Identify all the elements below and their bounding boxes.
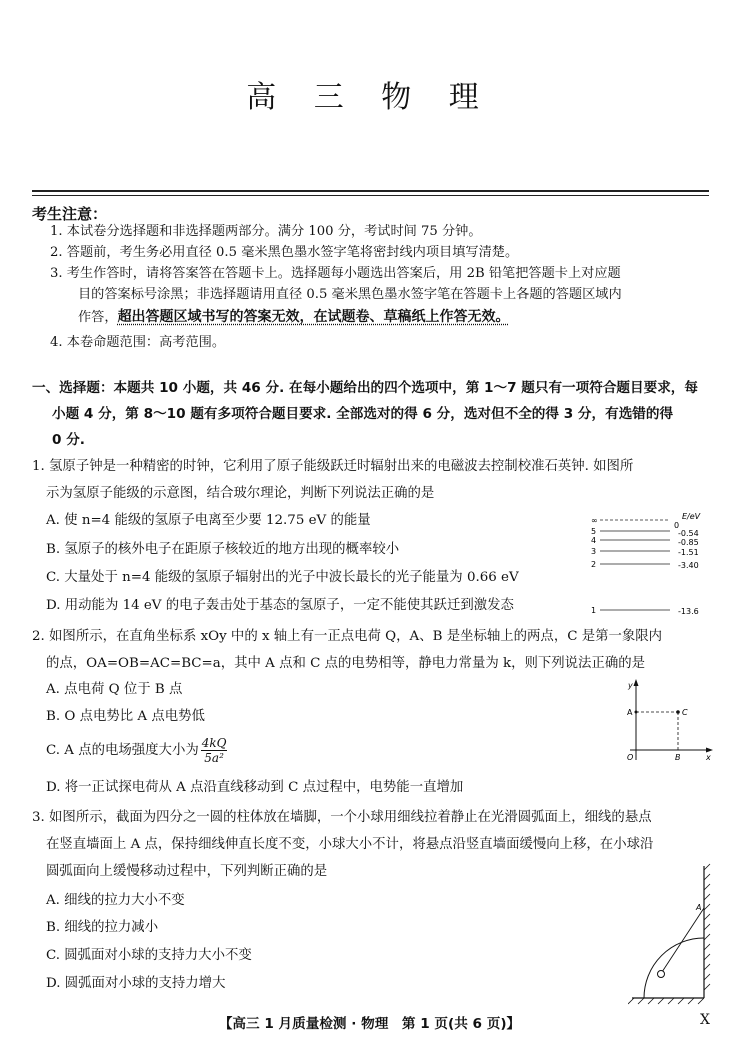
point-a-label: A (627, 708, 633, 717)
notice-item-4: 4. 本卷命题范围：高考范围。 (50, 335, 226, 350)
q2-fraction (201, 736, 228, 765)
header-rule-thin (32, 195, 709, 196)
q2-fraction-num: 4kQ (201, 736, 227, 750)
q1-stem-1: 1. 氢原子钟是一种精密的时钟，它利用了原子能级跃迁时辐射出来的电磁波去控制校准石英钟. 如图所 (32, 459, 634, 474)
q2-stem-1: 2. 如图所示，在直角坐标系 xOy 中的 x 轴上有一正点电荷 Q，A、B 是坐标轴上的两点，C 是第一象限内 (32, 629, 663, 644)
q2-option-d: D. 将一正试探电荷从 A 点沿直线移动到 C 点过程中，电势能一直增加 (46, 780, 464, 795)
q3-stem-3: 圆弧面向上缓慢移动过程中，下列判断正确的是 (46, 864, 328, 879)
energy-unit-label: E/eV (682, 512, 701, 521)
level-e-inf: 0 (674, 521, 680, 530)
x-axis-label: x (706, 753, 711, 762)
notice-item-1: 1. 本试卷分选择题和非选择题两部分。满分 100 分，考试时间 75 分钟。 (50, 224, 482, 239)
q3-option-a: A. 细线的拉力大小不变 (46, 893, 185, 908)
q2-stem-2: 的点，OA=OB=AC=BC=a，其中 A 点和 C 点的电势相等，静电力常量为 k，则下列说法正确的是 (46, 656, 645, 671)
level-n-inf: ∞ (591, 516, 598, 525)
level-e-3: -1.51 (678, 548, 699, 557)
section-heading-line-1: 一、选择题：本题共 10 小题，共 46 分. 在每小题给出的四个选项中，第 1～7 题只有一项符合题目要求，每 (32, 380, 698, 396)
notice-item-3-prefix: 作答， (78, 310, 118, 325)
point-a (635, 711, 638, 714)
point-a-label: A (696, 903, 702, 912)
q2-option-a: A. 点电荷 Q 位于 B 点 (46, 682, 183, 697)
quarter-circle-surface (644, 938, 704, 998)
q1-stem-2: 示为氢原子能级的示意图，结合玻尔理论，判断下列说法正确的是 (46, 486, 435, 501)
level-e-4: -0.85 (678, 538, 699, 547)
level-n-2: 2 (591, 560, 597, 569)
level-e-1: -13.6 (678, 607, 699, 616)
y-axis-label: y (628, 681, 633, 690)
level-n-1: 1 (591, 606, 597, 615)
section-heading-line-2: 小题 4 分，第 8～10 题有多项符合题目要求. 全部选对的得 6 分，选对但不全的得 3 分，有选错的得 (52, 406, 674, 422)
q3-option-c: C. 圆弧面对小球的支持力大小不变 (46, 948, 252, 963)
q2-option-c-text: C. A 点的电场强度大小为 (46, 742, 199, 758)
wall-sphere-diagram (628, 860, 718, 1006)
notice-item-2: 2. 答题前，考生务必用直径 0.5 毫米黑色墨水签字笔将密封线内项目填写清楚。 (50, 245, 519, 260)
q1-option-b: B. 氢原子的核外电子在距原子核较近的地方出现的概率较小 (46, 542, 400, 557)
header-rule-thick (32, 190, 709, 192)
notice-item-3: 3. 考生作答时，请将答案答在答题卡上。选择题每小题选出答案后，用 2B 铅笔把答题卡上对应题 (50, 266, 621, 281)
level-n-5: 5 (591, 527, 597, 536)
notice-emphasis: 超出答题区域书写的答案无效，在试题卷、草稿纸上作答无效。 (117, 309, 510, 325)
level-n-3: 3 (591, 547, 597, 556)
wall-hatching (704, 864, 710, 990)
string (662, 908, 704, 972)
page-footer: 【高三 1 月质量检测 · 物理 第 1 页(共 6 页)】 (218, 1016, 521, 1032)
level-e-2: -3.40 (678, 561, 699, 570)
q3-stem-2: 在竖直墙面上 A 点，保持细线伸直长度不变，小球大小不计，将悬点沿竖直墙面缓慢向上移，在小球沿 (46, 837, 654, 852)
small-ball (658, 971, 665, 978)
q2-fraction-den: 5a² (204, 751, 224, 765)
level-n-4: 4 (591, 536, 597, 545)
x-axis-arrow (706, 748, 713, 753)
q2-option-b: B. O 点电势比 A 点电势低 (46, 709, 205, 724)
page-title: 高 三 物 理 (246, 80, 493, 115)
coordinate-diagram (618, 676, 716, 766)
floor-hatching (628, 998, 704, 1004)
notice-item-3-cont: 目的答案标号涂黑；非选择题请用直径 0.5 毫米黑色墨水签字笔在答题卡上各题的答题区域内 (78, 287, 622, 302)
q1-option-a: A. 使 n=4 能级的氢原子电离至少要 12.75 eV 的能量 (46, 513, 371, 528)
q1-option-d: D. 用动能为 14 eV 的电子轰击处于基态的氢原子，一定不能使其跃迁到激发态 (46, 598, 514, 613)
notice-heading: 考生注意： (32, 205, 108, 223)
q1-option-c: C. 大量处于 n=4 能级的氢原子辐射出的光子中波长最长的光子能量为 0.66 eV (46, 570, 519, 585)
footer-mark: X (700, 1012, 710, 1028)
point-c (676, 710, 680, 714)
energy-level-diagram (586, 510, 716, 620)
level-e-5: -0.54 (678, 529, 699, 538)
point-b-label: B (675, 753, 681, 762)
q3-stem-1: 3. 如图所示，截面为四分之一圆的柱体放在墙脚，一个小球用细线拉着静止在光滑圆弧面上，细线的悬点 (32, 810, 652, 825)
point-c-label: C (682, 708, 688, 717)
y-axis-arrow (634, 679, 639, 686)
origin-label: O (627, 753, 634, 762)
q2-option-c (46, 736, 227, 765)
q3-option-d: D. 圆弧面对小球的支持力增大 (46, 976, 226, 991)
section-heading-line-3: 0 分. (52, 432, 85, 448)
q3-option-b: B. 细线的拉力减小 (46, 920, 159, 935)
notice-item-3-end (78, 307, 510, 328)
